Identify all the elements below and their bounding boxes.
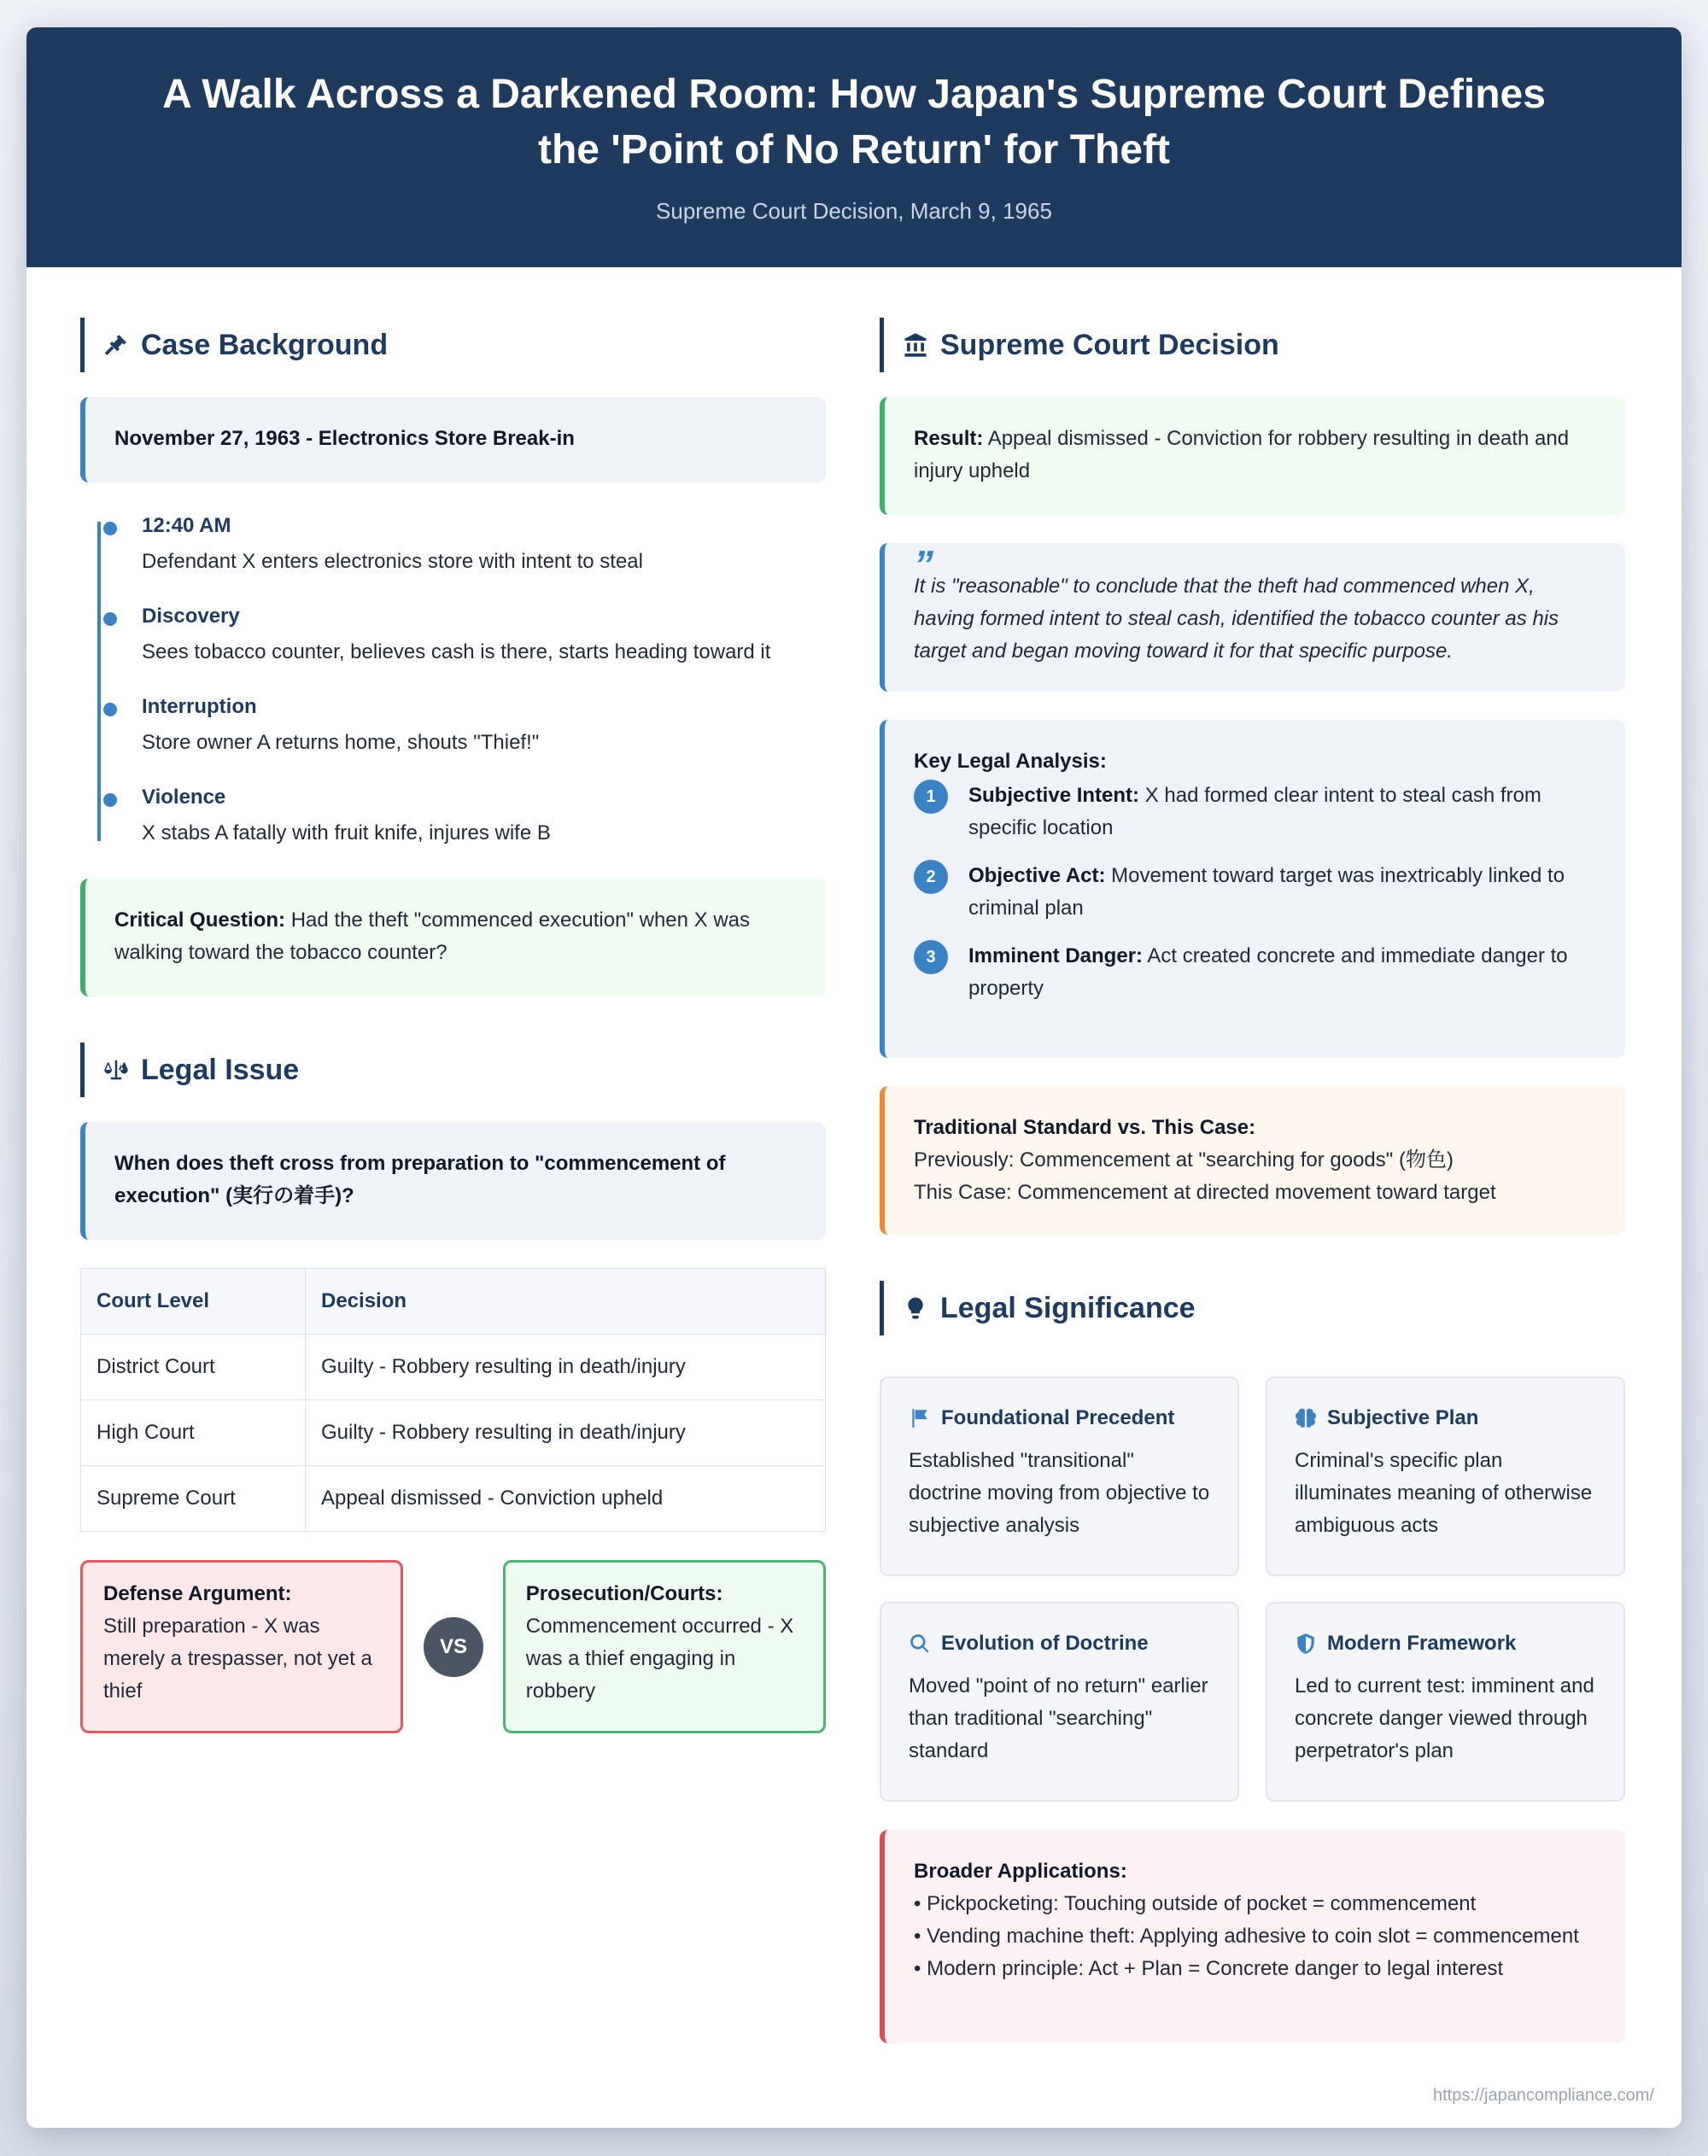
gavel-icon (103, 332, 129, 358)
table-cell: Guilty - Robbery resulting in death/injury (306, 1400, 826, 1466)
timeline-time: Violence (142, 786, 226, 809)
section-case-background (80, 318, 826, 372)
timeline-item (142, 511, 826, 578)
analysis-number-badge: 3 (914, 940, 948, 974)
prosecution-argument-box (503, 1560, 826, 1733)
table-row (81, 1335, 826, 1400)
card-text: Moved "point of no return" earlier than traditional "searching" standard (909, 1674, 1208, 1762)
card-title: Subjective Plan (1327, 1406, 1479, 1429)
table-cell: Supreme Court (81, 1466, 306, 1532)
table-header-row (81, 1269, 826, 1335)
card-text: Led to current test: imminent and concrete danger viewed through perpetrator's plan (1295, 1674, 1594, 1762)
analysis-text: X had formed clear intent to steal cash from specific location (968, 784, 1541, 839)
analysis-label: Imminent Danger: (968, 944, 1144, 967)
result-label: Result: (914, 427, 984, 450)
timeline-time: 12:40 AM (142, 514, 231, 537)
card-title: Modern Framework (1327, 1632, 1517, 1655)
table-cell: District Court (81, 1335, 306, 1400)
brain-icon (1295, 1407, 1317, 1429)
timeline-time: Discovery (142, 605, 240, 628)
table-header-court-level: Court Level (81, 1269, 306, 1335)
section-supreme-court-decision (880, 318, 1625, 372)
page-subtitle: Supreme Court Decision, March 9, 1965 (656, 198, 1052, 224)
analysis-item (914, 860, 1596, 925)
table-header-decision: Decision (306, 1269, 826, 1335)
significance-card (1266, 1376, 1625, 1576)
key-legal-analysis-box (880, 720, 1625, 1058)
left-column (80, 318, 826, 1733)
table-cell: Appeal dismissed - Conviction upheld (306, 1466, 826, 1532)
analysis-item (914, 780, 1596, 844)
analysis-number-badge: 1 (914, 780, 948, 814)
page-card (26, 27, 1682, 2128)
critical-question-text: Had the theft "commenced execution" when X was walking toward the tobacco counter? (114, 909, 751, 964)
broader-item: • Vending machine theft: Applying adhesive to coin slot = commencement (914, 1925, 1579, 1948)
section-legal-issue (80, 1043, 826, 1097)
courthouse-icon (903, 332, 928, 358)
table-row (81, 1400, 826, 1466)
standard-title: Traditional Standard vs. This Case: (914, 1116, 1256, 1139)
lightbulb-icon (903, 1295, 928, 1321)
section-legal-significance (880, 1281, 1625, 1335)
section-title-text: Legal Significance (940, 1291, 1196, 1324)
legal-question-text: When does theft cross from preparation to "commencement of execution" (実行の着手)? (114, 1152, 726, 1207)
significance-card (880, 1376, 1239, 1576)
event-box (80, 397, 826, 482)
court-decisions-table (80, 1268, 826, 1532)
critical-question-label: Critical Question: (114, 909, 286, 932)
timeline-time: Interruption (142, 695, 257, 718)
defense-text: Still preparation - X was merely a trespasser, not yet a thief (103, 1615, 372, 1703)
legal-question-box (80, 1122, 826, 1240)
section-title-text: Legal Issue (141, 1053, 300, 1086)
page-header (26, 27, 1682, 267)
standard-line: This Case: Commencement at directed movement toward target (914, 1181, 1496, 1204)
critical-question-box (80, 879, 826, 996)
standard-comparison-box (880, 1086, 1625, 1235)
analysis-text: Act created concrete and immediate danger to property (968, 944, 1568, 1000)
table-cell: Guilty - Robbery resulting in death/injury (306, 1335, 826, 1400)
analysis-title: Key Legal Analysis: (914, 750, 1107, 773)
analysis-label: Objective Act: (968, 864, 1106, 887)
broader-applications-box (880, 1830, 1625, 2043)
result-box (880, 397, 1625, 515)
analysis-label: Subjective Intent: (968, 784, 1140, 807)
analysis-text: Movement toward target was inextricably linked to criminal plan (968, 864, 1565, 920)
vs-badge: VS (424, 1617, 483, 1677)
page-title: A Walk Across a Darkened Room: How Japan's Supreme Court Defines the 'Point of No Return' for Theft (162, 72, 1546, 172)
right-column (880, 318, 1625, 2043)
analysis-number-badge: 2 (914, 860, 948, 894)
card-text: Criminal's specific plan illuminates meaning of otherwise ambiguous acts (1295, 1449, 1593, 1537)
flag-icon (909, 1407, 931, 1429)
defense-label: Defense Argument: (103, 1582, 292, 1605)
shield-icon (1295, 1633, 1317, 1655)
timeline (97, 511, 826, 850)
broader-item: • Pickpocketing: Touching outside of pocket = commencement (914, 1892, 1477, 1915)
standard-line: Previously: Commencement at "searching for goods" (物色) (914, 1148, 1454, 1171)
card-title: Foundational Precedent (941, 1406, 1175, 1429)
broader-title: Broader Applications: (914, 1860, 1127, 1883)
defense-argument-box (80, 1560, 403, 1733)
significance-grid (880, 1376, 1625, 1802)
analysis-item (914, 940, 1596, 1005)
timeline-text: Store owner A returns home, shouts "Thief!" (142, 731, 540, 754)
timeline-item (142, 692, 826, 759)
footer-url: https://japancompliance.com/ (1432, 2086, 1654, 2105)
prosecution-text: Commencement occurred - X was a thief engaging in robbery (525, 1615, 794, 1703)
quote-mark-icon: ” (914, 542, 933, 587)
table-row (81, 1466, 826, 1532)
broader-item: • Modern principle: Act + Plan = Concrete danger to legal interest (914, 1957, 1504, 1980)
card-text: Established "transitional" doctrine moving from objective to subjective analysis (909, 1449, 1210, 1537)
result-text: Appeal dismissed - Conviction for robbery resulting in death and injury upheld (914, 427, 1570, 482)
table-cell: High Court (81, 1400, 306, 1466)
timeline-item (142, 783, 826, 850)
card-title: Evolution of Doctrine (941, 1632, 1149, 1655)
timeline-text: Defendant X enters electronics store with intent to steal (142, 550, 643, 573)
event-title: November 27, 1963 - Electronics Store Break-in (114, 427, 575, 450)
scale-icon (103, 1057, 129, 1083)
section-title-text: Case Background (141, 328, 389, 361)
significance-card (1266, 1602, 1625, 1802)
search-icon (909, 1633, 931, 1655)
timeline-text: X stabs A fatally with fruit knife, injures wife B (142, 821, 551, 844)
court-quote-box (880, 543, 1625, 692)
arguments-comparison (80, 1560, 826, 1733)
timeline-item (142, 602, 826, 669)
section-title-text: Supreme Court Decision (940, 328, 1279, 361)
timeline-text: Sees tobacco counter, believes cash is there, starts heading toward it (142, 640, 771, 663)
court-quote-text: It is "reasonable" to conclude that the theft had commenced when X, having formed intent to steal cash, identified the tobacco counter as his target and began moving toward it for that specific purpose. (914, 575, 1559, 663)
significance-card (880, 1602, 1239, 1802)
prosecution-label: Prosecution/Courts: (525, 1582, 723, 1605)
